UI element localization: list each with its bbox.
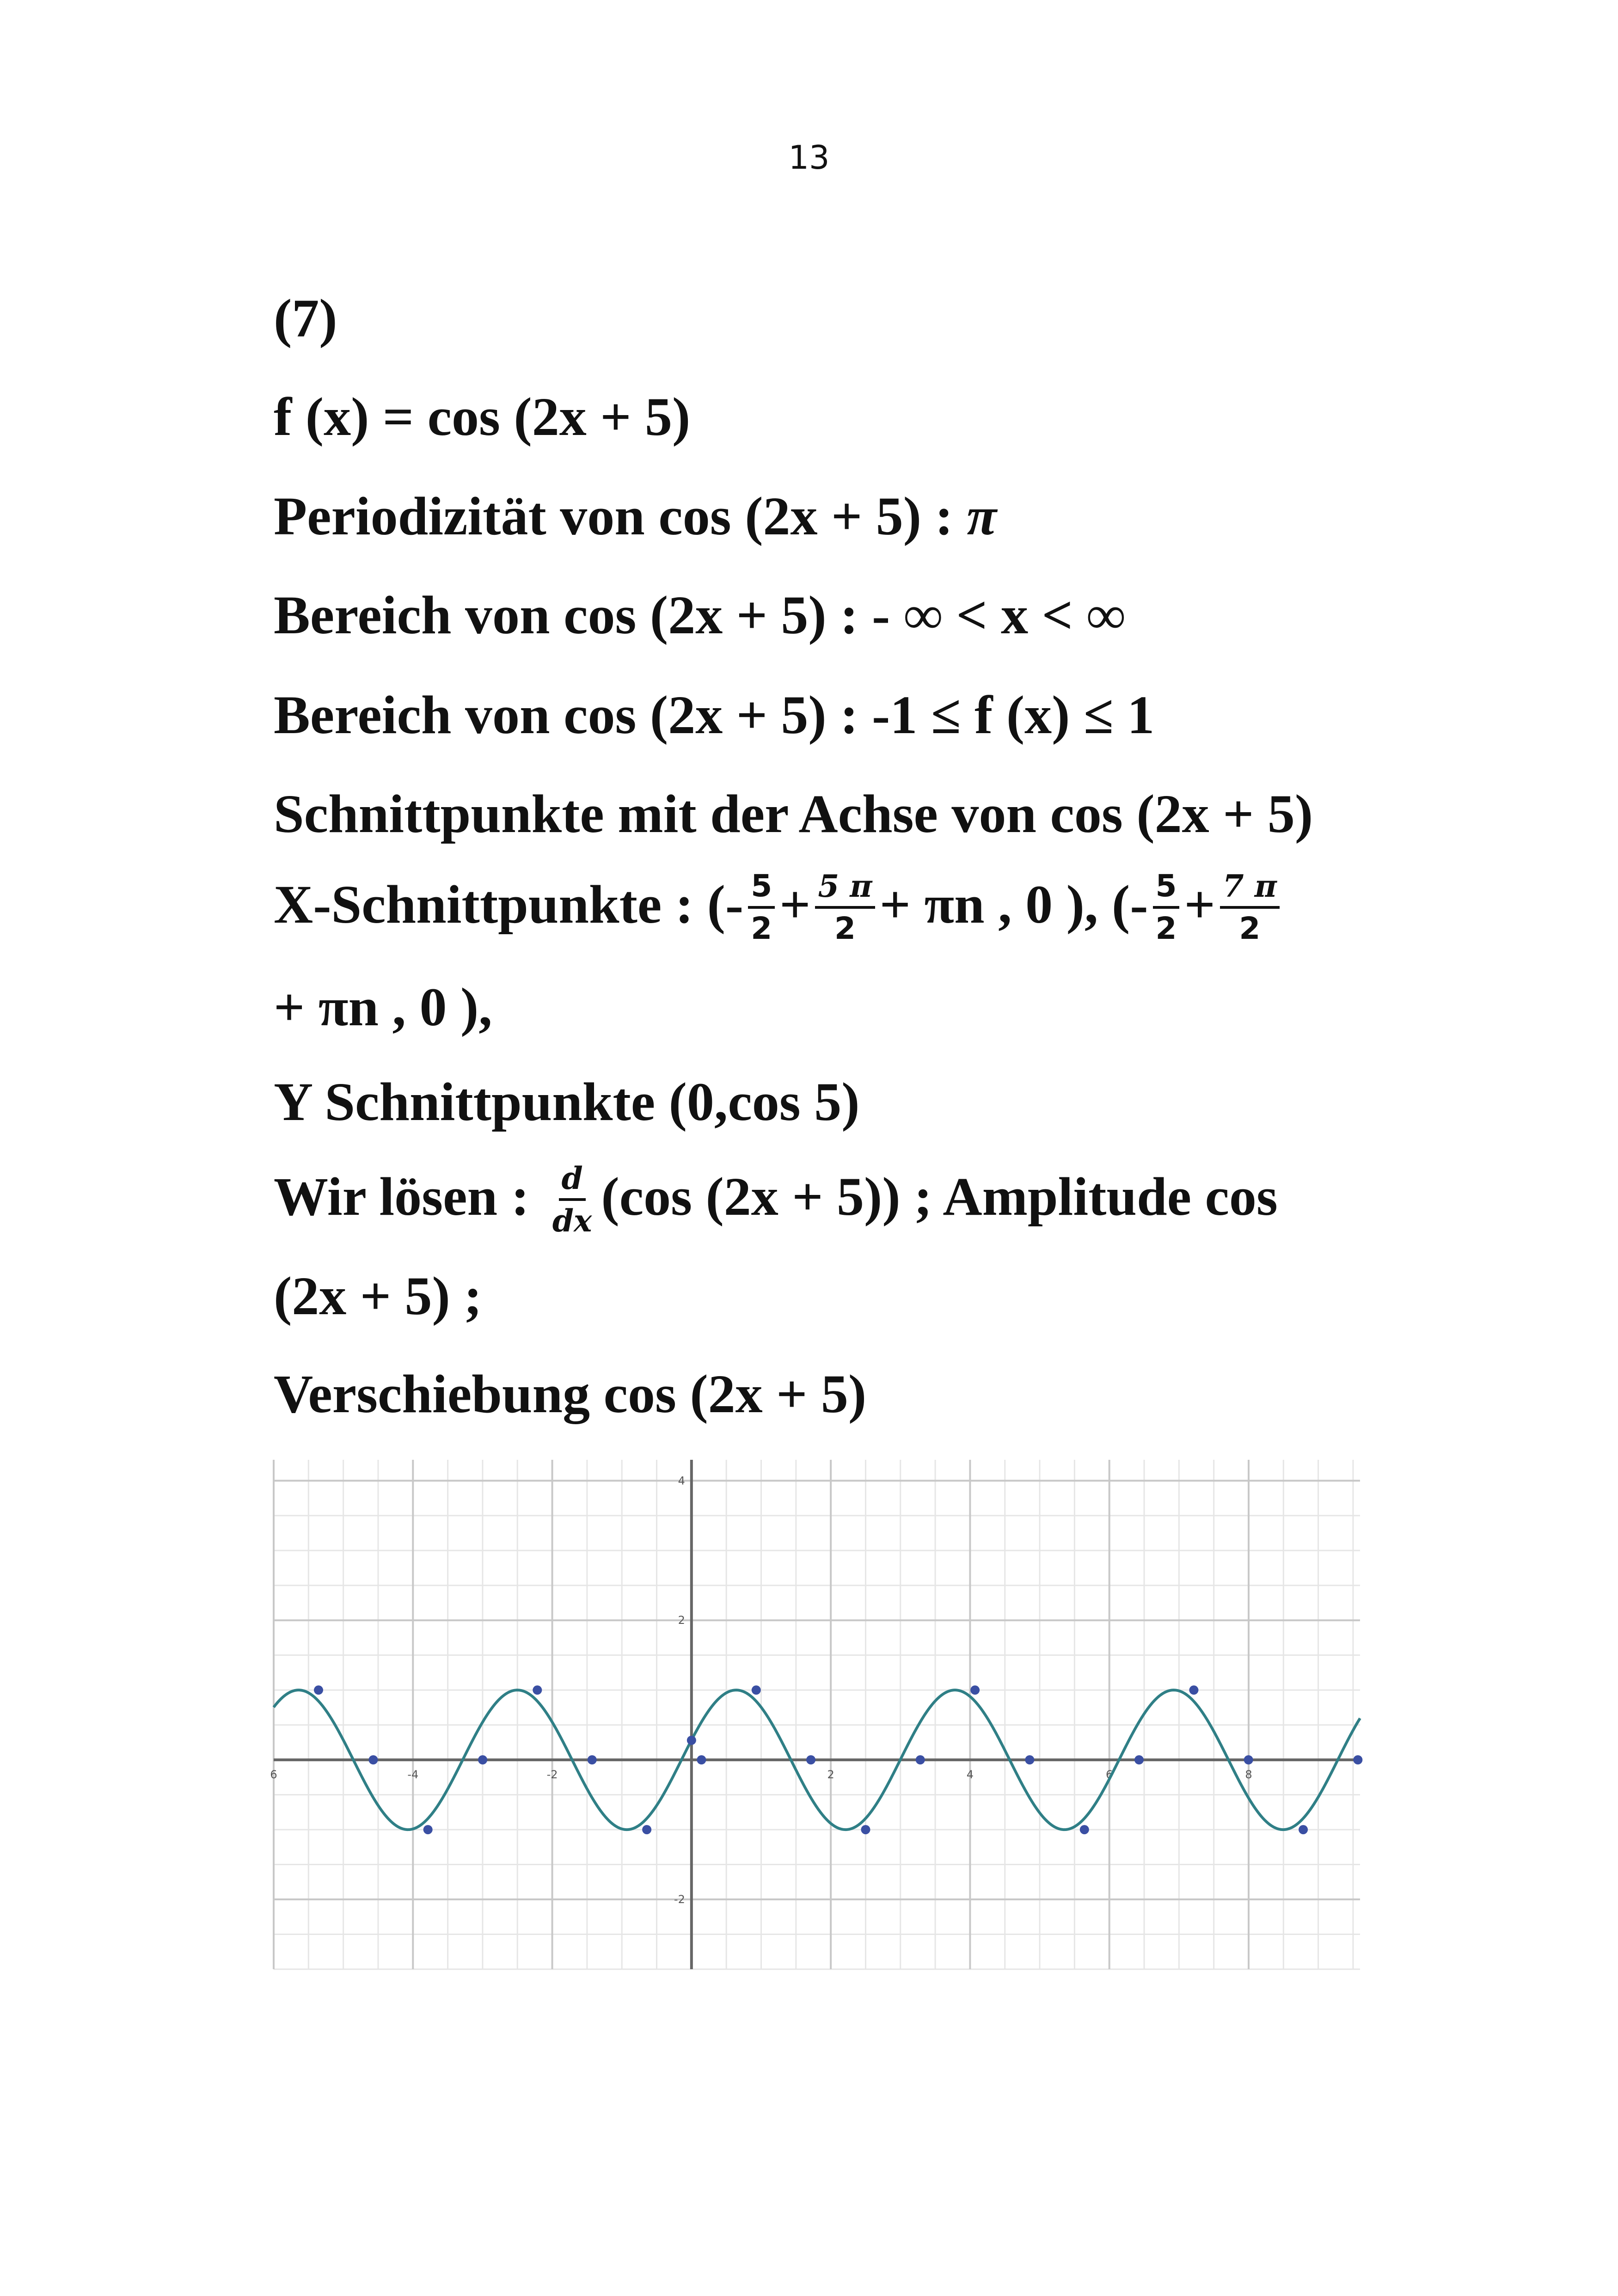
graph-point [916,1755,925,1764]
fraction-seven-pi-halves [1220,868,1280,946]
x-tick-label: 4 [966,1768,974,1782]
solve-label: Wir lösen : [274,1166,529,1227]
graph-point [642,1825,651,1834]
x-intercepts-middle: + πn , 0 ), (- [879,874,1148,935]
fraction-five-halves [1153,868,1180,946]
x-tick-label: -2 [546,1768,558,1782]
y-intercepts-line: Y Schnittpunkte (0,cos 5) [274,1071,860,1132]
x-tick-label: -4 [407,1768,419,1782]
function-definition: f (x) = cos (2x + 5) [274,386,691,447]
graph-point [697,1755,706,1764]
cosine-graph [270,1460,1360,1969]
y-tick-label: 2 [678,1614,685,1627]
graph-point [314,1685,323,1695]
shift-line: Verschiebung cos (2x + 5) [274,1364,867,1424]
page-number: 13 [788,139,830,177]
graph-point [478,1755,487,1764]
graph-point [861,1825,870,1834]
fraction-denominator: 2 [834,911,856,946]
fraction-denominator: 2 [751,911,772,946]
x-tick-label: 8 [1245,1768,1252,1782]
fraction-denominator: 2 [1239,911,1261,946]
graph-point [1299,1825,1308,1834]
graph-point [423,1825,433,1834]
fraction-numerator: 5 [748,871,775,909]
derivative-operator [552,1160,592,1239]
solve-line [274,1160,1278,1239]
fraction-five-pi-halves [815,868,875,946]
fraction-denominator: dx [552,1203,592,1239]
graph-point [1025,1755,1034,1764]
graph-point [806,1755,815,1764]
plus-sign: + [1184,874,1215,935]
x-tick-label: 6 [1106,1768,1113,1782]
graph-point [368,1755,378,1764]
periodicity-line [274,486,997,546]
fraction-numerator: 5 [1153,871,1180,909]
graph-point [1244,1755,1253,1764]
solve-rest: (cos (2x + 5)) ; Amplitude cos [601,1166,1278,1227]
graph-point [1189,1685,1198,1695]
fraction-numerator: 7 π [1220,871,1280,909]
graph-point [1353,1755,1362,1764]
domain-line: Bereich von cos (2x + 5) : - ∞ < x < ∞ [274,585,1126,645]
graph-point [1080,1825,1089,1834]
x-intercepts-line [274,868,1284,947]
plus-sign: + [779,874,811,935]
range-line: Bereich von cos (2x + 5) : -1 ≤ f (x) ≤ 1 [274,685,1155,745]
graph-point [970,1685,980,1695]
graph-point [588,1755,597,1764]
section-label: (7) [274,288,337,349]
graph-point [752,1685,761,1695]
graph-point [687,1736,696,1745]
x-intercepts-continuation: + πn , 0 ), [274,977,492,1037]
y-tick-label: -2 [674,1893,685,1906]
fraction-five-halves [748,868,775,946]
fraction-denominator: 2 [1155,911,1177,946]
graph-point [1134,1755,1144,1764]
fraction-numerator: 5 π [815,871,875,909]
x-intercepts-label: X-Schnittpunkte : (- [274,874,744,935]
periodicity-value: π [967,486,997,546]
x-tick-label: 6 [270,1768,277,1782]
graph-point [533,1685,542,1695]
intercepts-heading: Schnittpunkte mit der Achse von cos (2x + 5) [274,784,1313,844]
solve-continuation: (2x + 5) ; [274,1266,482,1326]
fraction-numerator: d [559,1163,586,1201]
periodicity-text: Periodizität von cos (2x + 5) : [274,486,967,546]
x-tick-label: 2 [827,1768,834,1782]
y-tick-label: 4 [678,1474,685,1488]
